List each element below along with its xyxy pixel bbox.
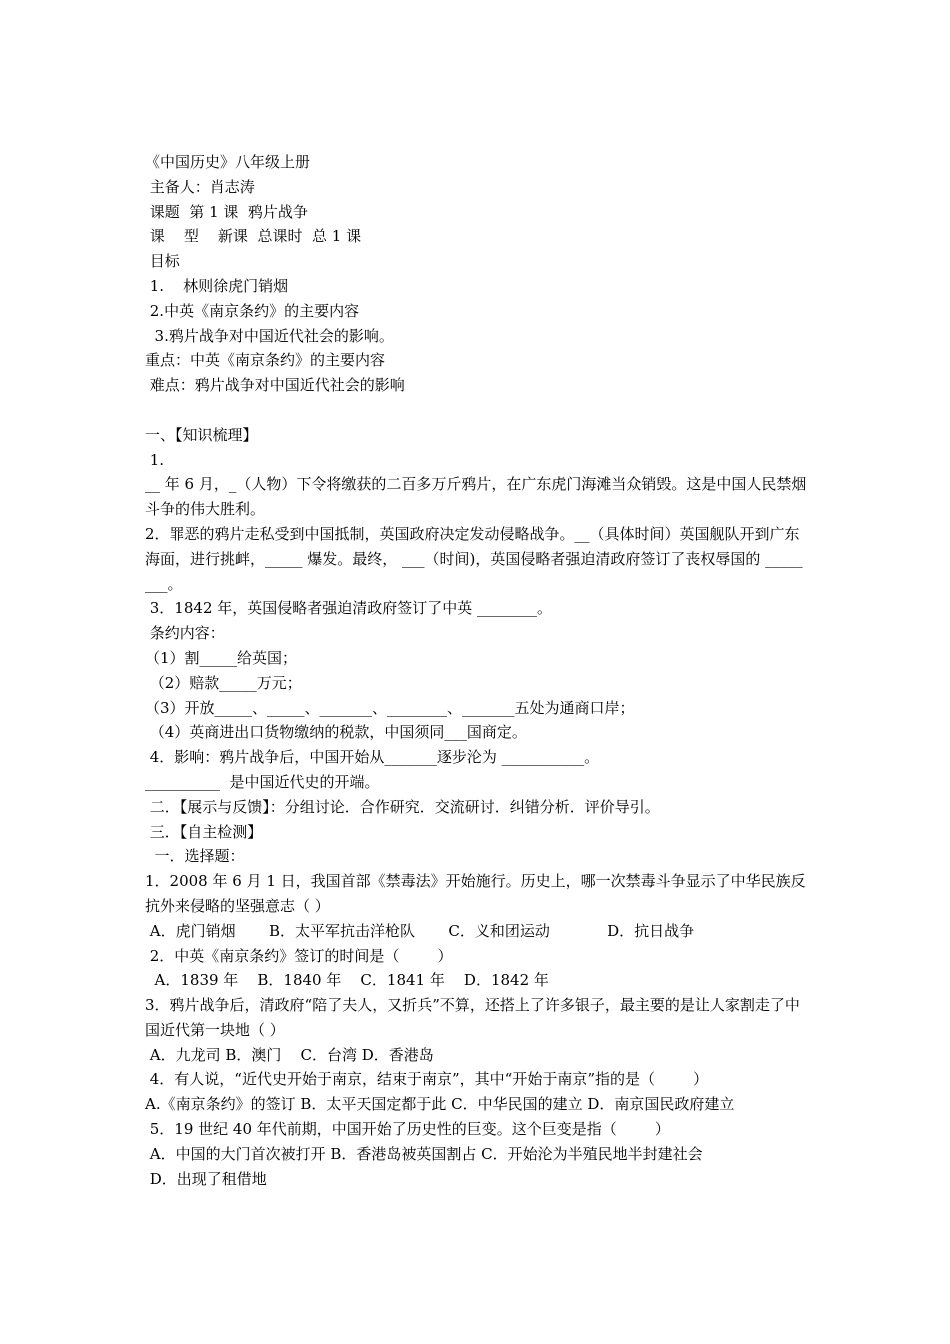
key-point: 重点：中英《南京条约》的主要内容 (145, 351, 386, 370)
question-options: A．中国的大门首次被打开 B．香港岛被英国割占 C．开始沦为半殖民地半封建社会 (145, 1144, 703, 1163)
lesson-type: 课 型 新课 总课时 总 1 课 (145, 227, 362, 246)
objectives-label: 目标 (145, 252, 180, 271)
question-text: 2．罪恶的鸦片走私受到中国抵制，英国政府决定发动侵略战争。__（具体时间）英国舰队开到广东海面，进行挑衅，_____ 爆发。最终， ___（时间)，英国侵略者强迫清政府签订了丧权辱国的 ________。 (145, 524, 803, 593)
treaty-item: （1）割_____给英国； (145, 648, 298, 667)
objective-item: 1. 林则徐虎门销烟 (145, 276, 289, 295)
question-stem: 5．19 世纪 40 年代前期，中国开始了历史性的巨变。这个巨变是指（ ） (145, 1120, 670, 1139)
document-page (145, 150, 809, 1191)
spacer (145, 398, 809, 423)
choice-subheading: 一．选择题： (145, 847, 245, 866)
lesson-title: 课题 第 1 课 鸦片战争 (145, 202, 308, 221)
treaty-item: （2）赔款_____万元； (145, 673, 302, 692)
question-stem: 1．2008 年 6 月 1 日，我国首部《禁毒法》开始施行。历史上，哪一次禁毒斗争显示了中华民族反抗外来侵略的坚强意志（ ） (145, 872, 806, 915)
feedback-heading: 二．【展示与反馈】：分组讨论．合作研究．交流研讨．纠错分析．评价导引。 (145, 797, 660, 816)
treaty-item: （4）英商进出口货物缴纳的税款，中国须同___国商定。 (145, 723, 527, 742)
question-stem: 4．有人说，“近代史开始于南京，结束于南京”，其中“开始于南京”指的是（ ） (145, 1070, 709, 1089)
question-stem: 3．鸦片战争后，清政府“陪了夫人，又折兵”不算，还搭上了许多银子，最主要的是让人家割走了中国近代第一块地（ ） (145, 996, 800, 1039)
difficult-point: 难点：鸦片战争对中国近代社会的影响 (145, 376, 405, 395)
question-number: 1. (145, 450, 165, 469)
selftest-heading: 三．【自主检测】 (145, 822, 263, 841)
question-text: __________ 是中国近代史的开端。 (145, 772, 380, 791)
question-stem: 2．中英《南京条约》签订的时间是（ ） (145, 946, 453, 965)
objective-item: 3.鸦片战争对中国近代社会的影响。 (145, 326, 394, 345)
question-options: A．虎门销烟 B．太平军抗击洋枪队 C．义和团运动 D．抗日战争 (145, 921, 695, 940)
question-options: A．1839 年 B．1840 年 C．1841 年 D．1842 年 (145, 971, 549, 990)
question-text: __ 年 6 月，_（人物）下令将缴获的二百多万斤鸦片，在广东虎门海滩当众销毁。这是中国人民禁烟斗争的伟大胜利。 (145, 475, 807, 519)
objective-item: 2.中英《南京条约》的主要内容 (145, 301, 360, 320)
preparer: 主备人：肖志涛 (145, 177, 255, 196)
treaty-item: （3）开放_____、_____、_______、________、_______五处为通商口岸； (145, 698, 635, 717)
question-options: D．出现了租借地 (145, 1169, 267, 1188)
question-options: A．九龙司 B．澳门 C．台湾 D．香港岛 (145, 1045, 434, 1064)
question-options: A.《南京条约》的签订 B．太平天国定都于此 C．中华民国的建立 D．南京国民政府建立 (145, 1095, 735, 1114)
question-text: 3．1842 年，英国侵略者强迫清政府签订了中英 ________。 (145, 599, 553, 618)
knowledge-heading: 一、【知识梳理】 (145, 425, 258, 444)
book-title: 《中国历史》八年级上册 (145, 153, 311, 171)
treaty-label: 条约内容： (145, 624, 225, 643)
question-text: 4．影响：鸦片战争后，中国开始从_______逐步沦为 ___________。 (145, 748, 600, 767)
